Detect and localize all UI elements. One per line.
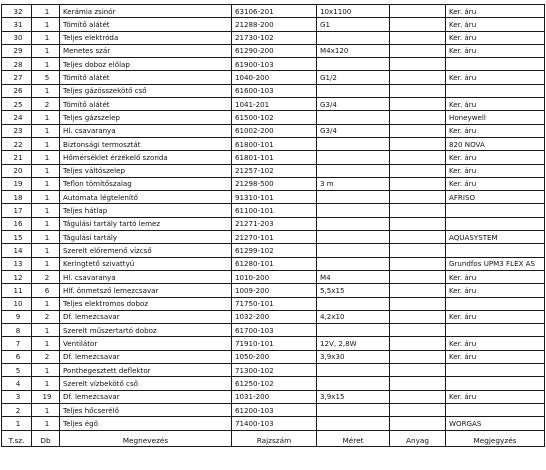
quantity-cell: 1 [32, 137, 60, 150]
item-number-cell: 10 [2, 297, 32, 310]
drawing-number-cell: 1010-200 [232, 270, 317, 283]
quantity-cell: 1 [32, 337, 60, 350]
note-cell: Ker. áru [446, 310, 545, 323]
note-cell [446, 324, 545, 337]
note-cell: Ker. áru [446, 71, 545, 84]
item-number-cell: 3 [2, 390, 32, 403]
drawing-number-cell: 61250-102 [232, 377, 317, 390]
name-cell: Teljes elektromos doboz [60, 297, 232, 310]
size-cell [317, 111, 390, 124]
size-cell: G1/2 [317, 71, 390, 84]
table-row [2, 310, 545, 323]
size-cell: 3 m [317, 177, 390, 190]
name-cell: Tágulási tartály tartó lemez [60, 217, 232, 230]
table-row [2, 124, 545, 137]
item-number-cell: 26 [2, 84, 32, 97]
drawing-number-cell: 61800-101 [232, 137, 317, 150]
material-cell [390, 284, 446, 297]
name-cell: Hőmérséklet érzékelő szonda [60, 151, 232, 164]
material-cell [390, 377, 446, 390]
item-number-cell: 20 [2, 164, 32, 177]
table-row [2, 364, 545, 377]
item-number-cell: 7 [2, 337, 32, 350]
name-cell: Tömítő alátét [60, 18, 232, 31]
name-cell: Teflon tömítőszalag [60, 177, 232, 190]
note-cell: Ker. áru [446, 337, 545, 350]
drawing-number-cell: 1031-200 [232, 390, 317, 403]
table-row [2, 257, 545, 270]
name-cell: Biztonsági termosztát [60, 137, 232, 150]
drawing-number-cell: 21298-500 [232, 177, 317, 190]
table-row [2, 390, 545, 403]
item-number-cell: 25 [2, 98, 32, 111]
item-number-cell: 19 [2, 177, 32, 190]
drawing-number-cell: 1041-201 [232, 98, 317, 111]
name-cell: Kerámia zsinór [60, 5, 232, 18]
quantity-cell: 1 [32, 324, 60, 337]
name-cell: Tömítő alátét [60, 71, 232, 84]
size-cell [317, 377, 390, 390]
drawing-number-cell: 61299-102 [232, 244, 317, 257]
table-row [2, 18, 545, 31]
drawing-number-cell: 21271-203 [232, 217, 317, 230]
table-row [2, 231, 545, 244]
note-cell [446, 364, 545, 377]
size-cell [317, 403, 390, 416]
material-cell [390, 177, 446, 190]
quantity-cell: 1 [32, 204, 60, 217]
material-cell [390, 31, 446, 44]
material-cell [390, 164, 446, 177]
item-number-cell: 13 [2, 257, 32, 270]
quantity-cell: 1 [32, 191, 60, 204]
material-cell [390, 18, 446, 31]
size-cell [317, 137, 390, 150]
drawing-number-cell: 61600-103 [232, 84, 317, 97]
item-number-cell: 2 [2, 403, 32, 416]
header-size: Méret [317, 430, 390, 446]
item-number-cell: 28 [2, 58, 32, 71]
item-number-cell: 21 [2, 151, 32, 164]
note-cell: WORGAS [446, 417, 545, 430]
drawing-number-cell: 21270-101 [232, 231, 317, 244]
size-cell [317, 364, 390, 377]
size-cell: 4,2x10 [317, 310, 390, 323]
quantity-cell: 1 [32, 58, 60, 71]
note-cell: AFRISO [446, 191, 545, 204]
size-cell [317, 324, 390, 337]
table-row [2, 98, 545, 111]
item-number-cell: 24 [2, 111, 32, 124]
name-cell: Teljes elektróda [60, 31, 232, 44]
material-cell [390, 124, 446, 137]
size-cell: M4x120 [317, 44, 390, 57]
note-cell: Ker. áru [446, 177, 545, 190]
name-cell: Teljes égő [60, 417, 232, 430]
table-row [2, 5, 545, 18]
drawing-number-cell: 71300-102 [232, 364, 317, 377]
drawing-number-cell: 1040-200 [232, 71, 317, 84]
table-row [2, 31, 545, 44]
drawing-number-cell: 61290-200 [232, 44, 317, 57]
note-cell: Ker. áru [446, 5, 545, 18]
material-cell [390, 337, 446, 350]
note-cell: Ker. áru [446, 44, 545, 57]
size-cell [317, 31, 390, 44]
parts-list-table [1, 4, 545, 447]
note-cell [446, 403, 545, 416]
quantity-cell: 1 [32, 403, 60, 416]
material-cell [390, 364, 446, 377]
quantity-cell: 2 [32, 270, 60, 283]
size-cell: 12V, 2,8W [317, 337, 390, 350]
table-row [2, 417, 545, 430]
material-cell [390, 403, 446, 416]
table-row [2, 270, 545, 283]
note-cell [446, 244, 545, 257]
quantity-cell: 1 [32, 257, 60, 270]
name-cell: Tömítő alátét [60, 98, 232, 111]
size-cell [317, 297, 390, 310]
material-cell [390, 44, 446, 57]
table-row [2, 217, 545, 230]
note-cell: 820 NOVA [446, 137, 545, 150]
drawing-number-cell: 1009-200 [232, 284, 317, 297]
quantity-cell: 5 [32, 71, 60, 84]
note-cell [446, 297, 545, 310]
size-cell: 3,9x15 [317, 390, 390, 403]
note-cell: Honeywell [446, 111, 545, 124]
material-cell [390, 71, 446, 84]
item-number-cell: 17 [2, 204, 32, 217]
quantity-cell: 1 [32, 217, 60, 230]
header-item-number: T.sz. [2, 430, 32, 446]
table-row [2, 151, 545, 164]
name-cell: Menetes szár [60, 44, 232, 57]
name-cell: Hlf. önmetsző lemezcsavar [60, 284, 232, 297]
drawing-number-cell: 61280-101 [232, 257, 317, 270]
header-quantity: Db [32, 430, 60, 446]
table-row [2, 84, 545, 97]
drawing-number-cell: 61200-103 [232, 403, 317, 416]
size-cell [317, 217, 390, 230]
material-cell [390, 98, 446, 111]
size-cell [317, 164, 390, 177]
note-cell [446, 58, 545, 71]
material-cell [390, 137, 446, 150]
name-cell: Df. lemezcsavar [60, 310, 232, 323]
name-cell: Teljes váltószelep [60, 164, 232, 177]
material-cell [390, 297, 446, 310]
table-row [2, 204, 545, 217]
size-cell [317, 191, 390, 204]
note-cell: Ker. áru [446, 284, 545, 297]
table-row [2, 111, 545, 124]
item-number-cell: 4 [2, 377, 32, 390]
header-row [2, 430, 545, 446]
item-number-cell: 8 [2, 324, 32, 337]
size-cell: 10x1100 [317, 5, 390, 18]
note-cell: Ker. áru [446, 164, 545, 177]
drawing-number-cell: 61801-101 [232, 151, 317, 164]
quantity-cell: 1 [32, 417, 60, 430]
size-cell [317, 151, 390, 164]
table-row [2, 377, 545, 390]
size-cell: G3/4 [317, 98, 390, 111]
quantity-cell: 1 [32, 364, 60, 377]
material-cell [390, 324, 446, 337]
size-cell [317, 231, 390, 244]
header-name: Megnevezés [60, 430, 232, 446]
item-number-cell: 12 [2, 270, 32, 283]
size-cell [317, 244, 390, 257]
drawing-number-cell: 21288-200 [232, 18, 317, 31]
quantity-cell: 1 [32, 84, 60, 97]
drawing-number-cell: 1050-200 [232, 350, 317, 363]
note-cell: Ker. áru [446, 350, 545, 363]
item-number-cell: 23 [2, 124, 32, 137]
quantity-cell: 1 [32, 44, 60, 57]
parts-list-body [2, 5, 545, 431]
name-cell: Keringtető szivattyú [60, 257, 232, 270]
drawing-number-cell: 71400-103 [232, 417, 317, 430]
quantity-cell: 2 [32, 310, 60, 323]
material-cell [390, 417, 446, 430]
quantity-cell: 1 [32, 231, 60, 244]
name-cell: Hl. csavaranya [60, 270, 232, 283]
name-cell: Szerelt vízbekötő cső [60, 377, 232, 390]
quantity-cell: 1 [32, 124, 60, 137]
note-cell: Ker. áru [446, 151, 545, 164]
note-cell [446, 217, 545, 230]
item-number-cell: 30 [2, 31, 32, 44]
material-cell [390, 84, 446, 97]
size-cell [317, 58, 390, 71]
note-cell: Ker. áru [446, 270, 545, 283]
name-cell: Teljes gázszelep [60, 111, 232, 124]
size-cell [317, 417, 390, 430]
table-row [2, 324, 545, 337]
drawing-number-cell: 61700-103 [232, 324, 317, 337]
item-number-cell: 14 [2, 244, 32, 257]
quantity-cell: 1 [32, 18, 60, 31]
size-cell [317, 204, 390, 217]
table-row [2, 164, 545, 177]
item-number-cell: 31 [2, 18, 32, 31]
table-row [2, 71, 545, 84]
material-cell [390, 350, 446, 363]
drawing-number-cell: 61100-101 [232, 204, 317, 217]
material-cell [390, 217, 446, 230]
material-cell [390, 231, 446, 244]
name-cell: Teljes hátlap [60, 204, 232, 217]
material-cell [390, 390, 446, 403]
material-cell [390, 257, 446, 270]
material-cell [390, 204, 446, 217]
quantity-cell: 6 [32, 284, 60, 297]
quantity-cell: 1 [32, 244, 60, 257]
name-cell: Szerelt előremenő vízcső [60, 244, 232, 257]
note-cell: Grundfos UPM3 FLEX AS [446, 257, 545, 270]
name-cell: Teljes doboz előlap [60, 58, 232, 71]
item-number-cell: 15 [2, 231, 32, 244]
drawing-number-cell: 61900-103 [232, 58, 317, 71]
note-cell: Ker. áru [446, 31, 545, 44]
item-number-cell: 5 [2, 364, 32, 377]
quantity-cell: 1 [32, 177, 60, 190]
name-cell: Ponthegesztett deflektor [60, 364, 232, 377]
table-row [2, 137, 545, 150]
item-number-cell: 6 [2, 350, 32, 363]
drawing-number-cell: 21730-102 [232, 31, 317, 44]
quantity-cell: 2 [32, 98, 60, 111]
quantity-cell: 1 [32, 377, 60, 390]
name-cell: Df. lemezcsavar [60, 350, 232, 363]
material-cell [390, 111, 446, 124]
drawing-number-cell: 61002-200 [232, 124, 317, 137]
header-note: Megjegyzés [446, 430, 545, 446]
quantity-cell: 2 [32, 350, 60, 363]
table-row [2, 350, 545, 363]
quantity-cell: 1 [32, 31, 60, 44]
table-row [2, 337, 545, 350]
table-row [2, 403, 545, 416]
drawing-number-cell: 61500-102 [232, 111, 317, 124]
material-cell [390, 244, 446, 257]
item-number-cell: 16 [2, 217, 32, 230]
name-cell: Automata légtelenítő [60, 191, 232, 204]
table-row [2, 191, 545, 204]
name-cell: Tágulási tartály [60, 231, 232, 244]
material-cell [390, 310, 446, 323]
item-number-cell: 29 [2, 44, 32, 57]
material-cell [390, 5, 446, 18]
quantity-cell: 1 [32, 297, 60, 310]
table-row [2, 177, 545, 190]
size-cell: G3/4 [317, 124, 390, 137]
note-cell [446, 84, 545, 97]
quantity-cell: 1 [32, 111, 60, 124]
drawing-number-cell: 71910-101 [232, 337, 317, 350]
name-cell: Teljes hőcserélő [60, 403, 232, 416]
header-material: Anyag [390, 430, 446, 446]
header-drawing-number: Rajzszám [232, 430, 317, 446]
name-cell: Szerelt műszertartó doboz [60, 324, 232, 337]
note-cell: AQUASYSTEM [446, 231, 545, 244]
quantity-cell: 1 [32, 164, 60, 177]
table-row [2, 44, 545, 57]
note-cell: Ker. áru [446, 390, 545, 403]
item-number-cell: 18 [2, 191, 32, 204]
item-number-cell: 11 [2, 284, 32, 297]
drawing-number-cell: 71750-101 [232, 297, 317, 310]
material-cell [390, 58, 446, 71]
size-cell: G1 [317, 18, 390, 31]
note-cell: Ker. áru [446, 18, 545, 31]
material-cell [390, 270, 446, 283]
name-cell: Hl. csavaranya [60, 124, 232, 137]
material-cell [390, 151, 446, 164]
quantity-cell: 1 [32, 151, 60, 164]
item-number-cell: 27 [2, 71, 32, 84]
table-row [2, 284, 545, 297]
drawing-number-cell: 1032-200 [232, 310, 317, 323]
note-cell: Ker. áru [446, 98, 545, 111]
note-cell [446, 377, 545, 390]
name-cell: Ventilátor [60, 337, 232, 350]
item-number-cell: 22 [2, 137, 32, 150]
table-row [2, 297, 545, 310]
size-cell [317, 257, 390, 270]
size-cell: 5,5x15 [317, 284, 390, 297]
size-cell: M4 [317, 270, 390, 283]
note-cell: Ker. áru [446, 124, 545, 137]
size-cell: 3,9x30 [317, 350, 390, 363]
item-number-cell: 9 [2, 310, 32, 323]
name-cell: Df. lemezcsavar [60, 390, 232, 403]
drawing-number-cell: 91310-101 [232, 191, 317, 204]
table-row [2, 244, 545, 257]
quantity-cell: 19 [32, 390, 60, 403]
drawing-number-cell: 63106-201 [232, 5, 317, 18]
item-number-cell: 1 [2, 417, 32, 430]
drawing-number-cell: 21257-102 [232, 164, 317, 177]
size-cell [317, 84, 390, 97]
table-row [2, 58, 545, 71]
item-number-cell: 32 [2, 5, 32, 18]
material-cell [390, 191, 446, 204]
name-cell: Teljes gázösszekötő cső [60, 84, 232, 97]
note-cell [446, 204, 545, 217]
quantity-cell: 1 [32, 5, 60, 18]
